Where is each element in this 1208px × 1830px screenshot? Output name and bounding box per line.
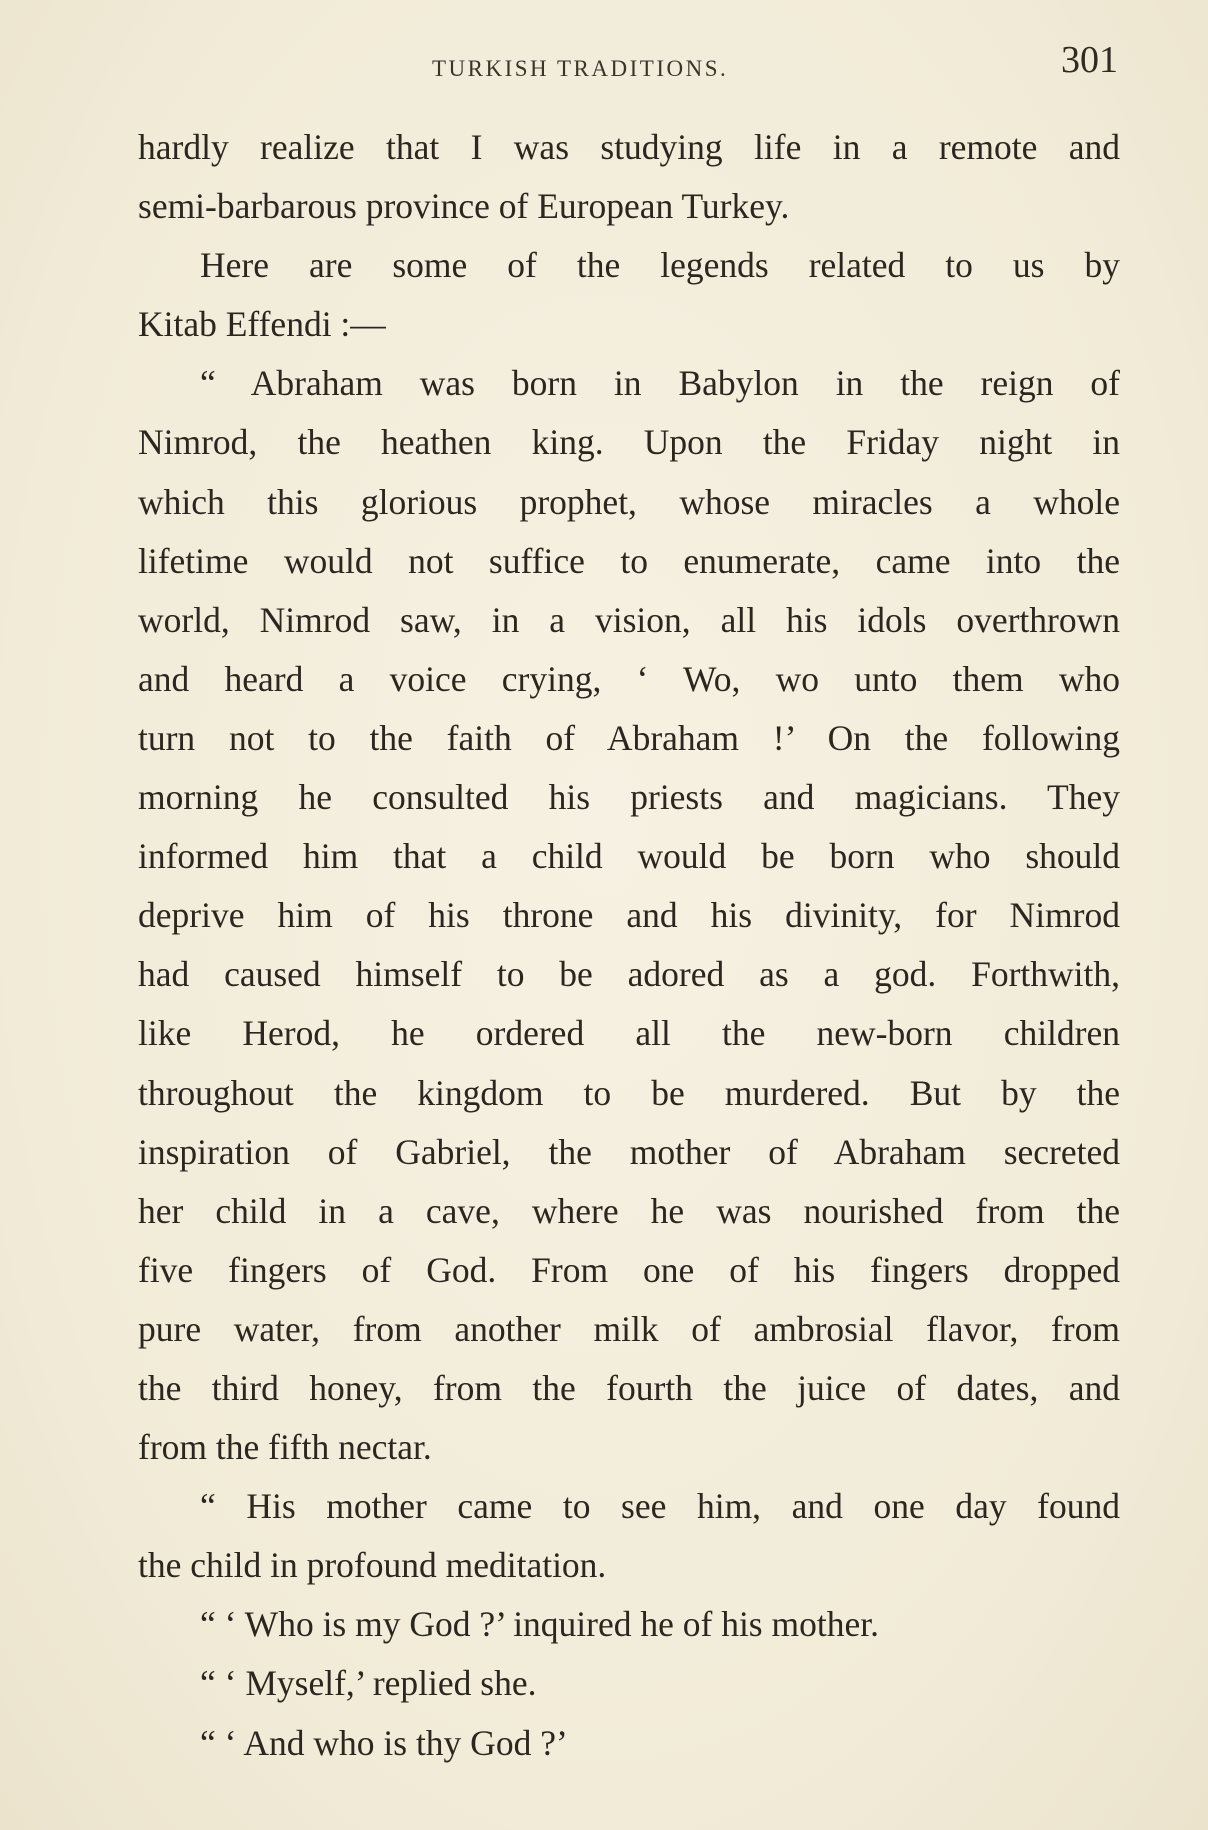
text-line: Here are some of the legends related to us by	[200, 245, 1120, 286]
running-head-title: TURKISH TRADITIONS.	[432, 56, 729, 81]
text-line: “ ‘ And who is thy God ?’	[200, 1722, 568, 1763]
text-line: morning he consulted his priests and magicians. They	[138, 777, 1120, 818]
text-line: “ His mother came to see him, and one day found	[200, 1486, 1120, 1527]
text-line: the third honey, from the fourth the juice of dates, and	[138, 1367, 1120, 1408]
text-line: pure water, from another milk of ambrosial flavor, from	[138, 1308, 1120, 1349]
text-line: the child in profound meditation.	[138, 1545, 607, 1586]
text-line: informed him that a child would be born who should	[138, 836, 1120, 877]
text-line: semi-barbarous province of European Turkey.	[138, 186, 790, 227]
text-line: inspiration of Gabriel, the mother of Abraham secreted	[138, 1131, 1120, 1172]
text-line: “ Abraham was born in Babylon in the reign of	[200, 363, 1120, 404]
text-line: turn not to the faith of Abraham !’ On the following	[138, 717, 1120, 758]
text-line: five fingers of God. From one of his fingers dropped	[138, 1249, 1120, 1290]
text-line: deprive him of his throne and his divinity, for Nimrod	[138, 895, 1120, 936]
text-line: Kitab Effendi :—	[138, 304, 386, 345]
text-line: from the fifth nectar.	[138, 1427, 432, 1468]
text-line: world, Nimrod saw, in a vision, all his idols overthrown	[138, 599, 1120, 640]
running-head	[0, 38, 1208, 88]
page-number: 301	[1061, 39, 1118, 81]
text-line: “ ‘ Who is my God ?’ inquired he of his mother.	[200, 1604, 879, 1645]
text-line: throughout the kingdom to be murdered. But by the	[138, 1072, 1120, 1113]
text-line: like Herod, he ordered all the new-born children	[138, 1013, 1120, 1054]
text-line: had caused himself to be adored as a god. Forthwith,	[138, 954, 1120, 995]
text-line: and heard a voice crying, ‘ Wo, wo unto them who	[138, 658, 1120, 699]
text-line: lifetime would not suffice to enumerate, came into the	[138, 540, 1120, 581]
text-line: which this glorious prophet, whose miracles a whole	[138, 481, 1120, 522]
body-text	[138, 118, 1120, 1773]
text-line: Nimrod, the heathen king. Upon the Friday night in	[138, 422, 1120, 463]
text-line: “ ‘ Myself,’ replied she.	[200, 1663, 537, 1704]
text-line: hardly realize that I was studying life in a remote and	[138, 127, 1120, 167]
text-line: her child in a cave, where he was nourished from the	[138, 1190, 1120, 1231]
